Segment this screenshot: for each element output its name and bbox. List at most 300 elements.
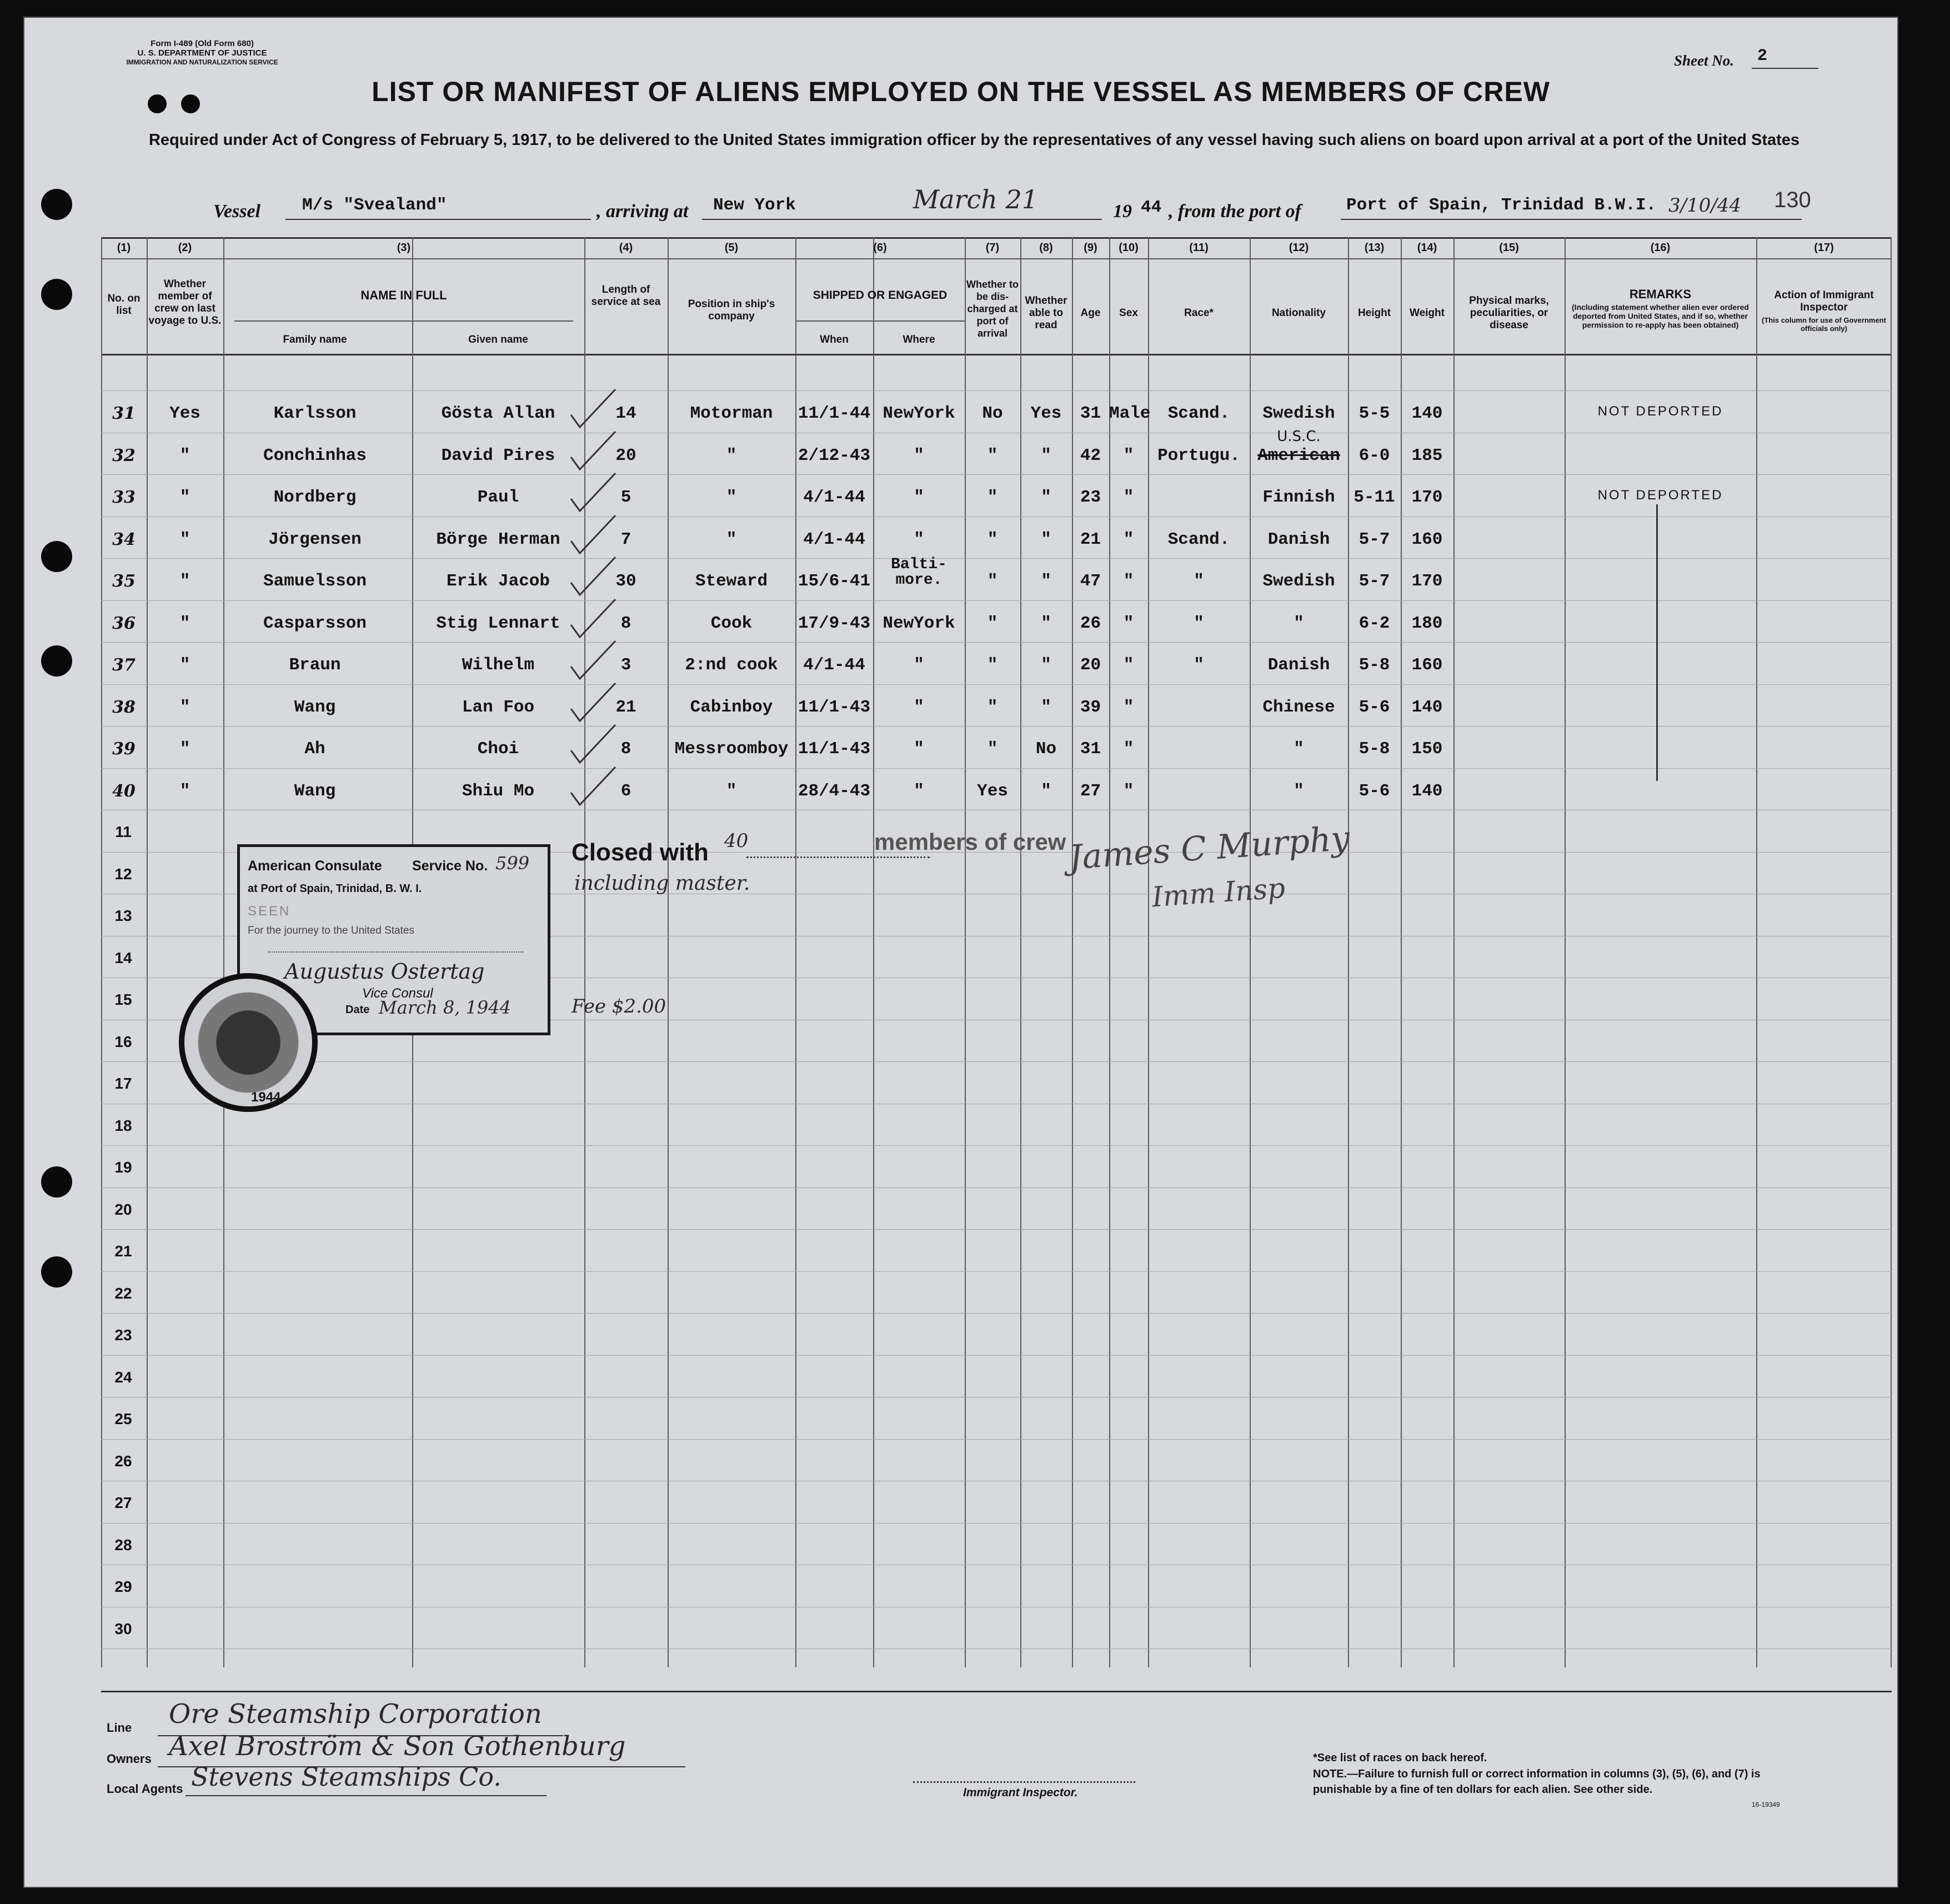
cell-service: 3 [620,655,631,675]
cell-when: 4/1-44 [803,488,865,507]
cell-where: Balti- more. [891,556,947,589]
cell-weight: 170 [1411,572,1443,591]
stamp-seen: SEEN [248,904,291,919]
year-prefix: 19 [1113,201,1132,222]
cell-position: Steward [695,572,768,591]
cell-age: 42 [1080,445,1101,465]
departure-port: Port of Spain, Trinidad B.W.I. [1346,196,1657,215]
cell-position: " [726,488,737,507]
hdr-sex: Sex [1119,307,1138,319]
row-rule [101,1313,1892,1314]
cell-given: Börge Herman [436,529,560,549]
row-rule [101,600,1892,601]
cell-position: Cabinboy [690,697,773,717]
cell-race: Scand. [1167,529,1230,549]
cell-when: 11/1-43 [798,739,871,759]
empty-row-number: 22 [114,1284,132,1302]
cell-height: 6-0 [1359,445,1390,465]
col-number: (15) [1499,242,1519,254]
including-master: including master. [574,872,750,895]
vice-consul-signature: Augustus Ostertag [284,959,485,984]
stamp-service-label: Service No. [412,858,488,874]
cell-where: " [914,697,924,717]
cell-age: 26 [1080,613,1101,633]
hdr-name-in-full: NAME IN FULL [360,288,447,302]
cell-where: NewYork [883,404,955,423]
cell-disch: " [987,488,998,507]
cell-no: 40 [112,781,136,801]
punch-hole [41,645,72,677]
inspector-title: Imm Insp [1151,871,1286,914]
cell-given: Shiu Mo [462,781,535,801]
service-name: IMMIGRATION AND NATURALIZATION SERVICE [126,58,278,66]
empty-row-number: 11 [115,823,132,840]
cell-age: 47 [1080,572,1101,591]
punch-hole [41,1256,72,1287]
cell-when: 4/1-44 [803,655,865,675]
cell-when: 15/6-41 [798,572,871,591]
cell-no: 32 [112,445,136,465]
empty-row-number: 27 [114,1494,132,1511]
cell-weight: 150 [1411,739,1443,759]
cell-disch: " [987,445,998,465]
cell-no: 37 [112,655,136,675]
hdr-where: Where [903,334,935,345]
line-label: Line [107,1721,132,1735]
vessel-name: M/s "Svealand" [302,196,447,215]
punch-hole [41,279,72,310]
cell-family: Wang [294,697,336,717]
check-mark-icon [568,723,618,767]
cell-nat: Danish [1267,529,1330,549]
cell-position: Cook [710,613,753,633]
cell-weight: 180 [1411,613,1443,633]
hdr-race: Race* [1184,307,1214,319]
cell-sex: " [1123,655,1134,675]
cell-read: " [1041,445,1051,465]
row-rule [101,684,1892,685]
row-rule [101,390,1892,391]
empty-row-number: 29 [114,1578,132,1595]
nationality-correction: U.S.C. [1277,428,1321,445]
cell-read: No [1035,739,1057,759]
hdr-remarks: REMARKS [1629,287,1692,301]
col-number: (4) [619,242,633,254]
stamp-date-label: Date [345,1004,370,1016]
hdr-when: When [820,334,849,345]
closed-count: 40 [724,830,749,852]
cell-no: 34 [112,529,136,549]
cell-prev: " [179,445,191,465]
col-number: (5) [724,242,739,254]
cell-weight: 185 [1411,445,1443,465]
empty-row-number: 17 [114,1075,132,1092]
hdr-remarks-note: (Including statement whether alien ever ordered deported from United States, and if so, whether permission to re-apply has been obtained) [1572,303,1749,329]
seal-year: 1944 [251,1090,281,1105]
cell-service: 14 [615,404,636,423]
cell-read: " [1041,655,1051,675]
cell-sex: " [1123,739,1134,759]
cell-given: Wilhelm [462,655,535,675]
cell-prev: " [179,697,191,717]
cell-given: Paul [477,488,519,507]
row-rule [101,558,1892,559]
empty-row-number: 23 [114,1326,132,1344]
cell-weight: 140 [1411,404,1443,423]
cell-prev: " [179,781,191,801]
cell-when: 4/1-44 [803,529,865,549]
empty-row-number: 21 [114,1242,132,1260]
cell-position: 2:nd cook [685,655,778,675]
cell-service: 8 [620,739,631,759]
cell-nat: Chinese [1262,697,1335,717]
cell-no: 33 [112,488,136,507]
cell-position: Motorman [690,404,773,423]
empty-row-number: 30 [114,1620,132,1637]
cell-height: 5-8 [1359,739,1390,759]
cell-service: 5 [620,488,631,507]
stamp-date: March 8, 1944 [379,997,511,1018]
hdr-action-note: (This column for use of Government officials only) [1762,316,1886,333]
local-agents: Stevens Steamships Co. [191,1762,502,1792]
row-rule [101,1061,1892,1062]
cell-read: " [1041,572,1051,591]
check-mark-icon [568,681,618,725]
col-number: (12) [1289,242,1309,254]
empty-row-number: 19 [114,1159,132,1176]
departure-date: 3/10/44 [1668,194,1742,217]
hdr-height: Height [1357,307,1391,319]
cell-age: 39 [1080,697,1101,717]
hdr-given-name: Given name [468,334,528,345]
cell-disch: " [987,739,998,759]
hdr-no-on-list: No. on list [107,293,141,317]
cell-when: 11/1-44 [798,404,871,423]
check-mark-icon [568,639,618,683]
cell-no: 31 [112,404,136,423]
cell-when: 11/1-43 [798,697,871,717]
empty-row-number: 14 [114,949,132,966]
cell-height: 5-7 [1359,529,1390,549]
cell-prev: " [179,529,191,549]
cell-disch: " [987,613,998,633]
col-number: (11) [1189,242,1209,254]
row-rule [101,1145,1892,1146]
hdr-nationality: Nationality [1271,307,1326,319]
row-rule [101,1523,1892,1524]
row-rule [101,642,1892,643]
cell-given: Stig Lennart [436,613,560,633]
empty-row-number: 13 [114,907,132,924]
cell-service: 7 [620,529,631,549]
cell-no: 38 [112,697,136,717]
cell-read: " [1041,781,1051,801]
cell-disch: " [987,697,998,717]
cell-prev: " [179,488,191,507]
cell-weight: 140 [1411,781,1443,801]
cell-no: 39 [112,739,136,759]
hdr-last-voyage: Whether member of crew on last voyage to U.S. [148,278,222,327]
arrival-port: New York [713,196,796,215]
cell-where: " [914,781,924,801]
punch-hole [41,541,72,572]
col-number: (13) [1364,242,1385,254]
corner-number: 130 [1774,188,1811,212]
cell-read: " [1041,488,1051,507]
col-number: (17) [1814,242,1834,254]
empty-row-number: 15 [114,991,132,1008]
sheet-number: 2 [1757,47,1768,66]
stamp-role: Vice Consul [362,986,433,1001]
cell-family: Wang [294,781,336,801]
cell-service: 6 [620,781,631,801]
cell-sex: " [1123,529,1134,549]
cell-age: 27 [1080,781,1101,801]
cell-sex: " [1123,572,1134,591]
hdr-able-to-read: Whether able to read [1025,295,1067,331]
cell-disch: " [987,655,998,675]
fee-note: Fee $2.00 [572,995,666,1018]
cell-race: Portugu. [1157,445,1240,465]
row-rule [101,1271,1892,1272]
cell-height: 5-6 [1359,697,1390,717]
cell-age: 31 [1080,739,1101,759]
steamship-line: Ore Steamship Corporation [169,1698,542,1730]
check-mark-icon [568,471,618,515]
cell-race: " [1194,613,1204,633]
cell-family: Karlsson [273,404,357,423]
empty-row-number: 16 [114,1033,132,1050]
cell-sex: " [1123,445,1134,465]
cell-position: " [726,781,737,801]
hdr-shipped: SHIPPED OR ENGAGED [813,289,948,302]
cell-service: 20 [615,445,636,465]
col-number: (14) [1417,242,1437,254]
manifest-page [23,17,1898,1888]
cell-nat: " [1294,613,1304,633]
owners: Axel Broström & Son Gothenburg [169,1731,626,1762]
cell-read: Yes [1030,404,1062,423]
cell-race: " [1194,655,1204,675]
cell-where: " [914,739,924,759]
cell-nat: Danish [1267,655,1330,675]
page-subtitle: Required under Act of Congress of February 5, 1917, to be delivered to the United States immigration officer by the representatives of any vessel having such aliens on board upon arrival at a port of the United States [148,131,1800,149]
cell-disch: " [987,529,998,549]
hdr-family-name: Family name [283,334,347,345]
cell-age: 31 [1080,404,1101,423]
stamp-journey: For the journey to the United States [248,925,414,936]
cell-remarks: NOT DEPORTED [1597,404,1723,419]
cell-age: 21 [1080,529,1101,549]
cell-nat: Finnish [1262,488,1335,507]
arrival-year: 44 [1141,198,1162,217]
row-rule [101,1229,1892,1230]
cell-height: 5-8 [1359,655,1390,675]
cell-nat: Swedish [1262,404,1335,423]
cell-race: " [1194,572,1204,591]
local-agents-label: Local Agents [107,1782,183,1796]
cell-nat: Swedish [1262,572,1335,591]
empty-row-number: 20 [114,1200,132,1218]
cell-age: 20 [1080,655,1101,675]
col-number: (2) [178,242,192,254]
stamp-title: American Consulate [248,858,382,874]
check-mark-icon [568,555,618,599]
empty-row-number: 24 [114,1368,132,1386]
row-rule [101,1355,1892,1356]
cell-disch: Yes [977,781,1008,801]
cell-service: 30 [615,572,636,591]
race-note: *See list of races on back hereof. [1313,1752,1487,1764]
immigrant-inspector-label: Immigrant Inspector. [963,1786,1078,1799]
cell-given: Erik Jacob [446,572,550,591]
col-number: (1) [117,242,131,254]
cell-family: Braun [289,655,341,675]
cell-given: Choi [477,739,519,759]
cell-weight: 170 [1411,488,1443,507]
cell-prev: " [179,572,191,591]
vessel-label: Vessel [213,201,260,222]
cell-where: " [914,529,924,549]
empty-row-number: 25 [114,1410,132,1427]
cell-sex: " [1123,613,1134,633]
col-number: (9) [1084,242,1097,254]
cell-where: NewYork [883,613,955,633]
cell-weight: 140 [1411,697,1443,717]
cell-sex: " [1123,781,1134,801]
cell-when: 28/4-43 [798,781,871,801]
consulate-seal [179,973,318,1112]
stamp-location: at Port of Spain, Trinidad, B. W. I. [248,883,422,895]
col-number: (16) [1650,242,1671,254]
arrival-date: March 21 [913,184,1039,214]
check-mark-icon [568,429,618,474]
cell-family: Samuelsson [263,572,367,591]
cell-no: 36 [112,613,136,633]
hdr-physical: Physical marks, peculiarities, or disease [1469,295,1549,331]
cell-weight: 160 [1411,529,1443,549]
owners-label: Owners [107,1752,152,1766]
cell-height: 6-2 [1359,613,1390,633]
cell-remarks: NOT DEPORTED [1597,488,1723,503]
cell-family: Conchinhas [263,445,367,465]
cell-sex: Male [1109,404,1151,423]
cell-height: 5-6 [1359,781,1390,801]
punch-hole [41,1166,72,1197]
cell-given: Lan Foo [462,697,535,717]
cell-race: Scand. [1167,404,1230,423]
row-rule [101,474,1892,475]
cell-sex: " [1123,697,1134,717]
check-mark-icon [568,765,618,809]
check-mark-icon [568,597,618,642]
cell-prev: " [179,613,191,633]
col-number: (8) [1039,242,1053,254]
hdr-length-service: Length of service at sea [591,284,661,308]
department: U. S. DEPARTMENT OF JUSTICE [137,48,267,58]
cell-when: 2/12-43 [798,445,871,465]
col-number: (10) [1119,242,1139,254]
empty-row-number: 26 [114,1452,132,1470]
cell-position: " [726,529,737,549]
row-rule [101,768,1892,769]
form-id [97,39,308,67]
punch-hole [41,189,72,220]
stamp-service-no: 599 [495,853,530,874]
members-of-crew: members of crew [874,829,1066,855]
cell-no: 35 [112,572,136,591]
empty-row-number: 28 [114,1536,132,1554]
cell-prev: Yes [169,404,200,423]
cell-position: Messroomboy [674,739,789,759]
col-number: (3) [397,242,411,254]
print-code: 16-19349 [1752,1801,1780,1808]
cell-given: David Pires [441,445,555,465]
arriving-label: , arriving at [596,201,689,222]
cell-family: Nordberg [273,488,357,507]
form-number: Form I-489 (Old Form 680) [151,39,254,48]
cell-family: Ah [304,739,325,759]
cell-where: " [914,445,924,465]
cell-height: 5-7 [1359,572,1390,591]
from-port-label: , from the port of [1169,201,1301,222]
cell-disch: No [982,404,1003,423]
sheet-number-label: Sheet No. [1674,52,1734,69]
cell-disch: " [987,572,998,591]
closed-with-label: Closed with [572,839,709,866]
page-title: LIST OR MANIFEST OF ALIENS EMPLOYED ON THE VESSEL AS MEMBERS OF CREW [372,76,1550,107]
cell-nat: " [1294,739,1304,759]
cell-read: " [1041,613,1051,633]
cell-given: Gösta Allan [441,404,555,423]
cell-where: " [914,488,924,507]
hdr-discharged: Whether to be dis-charged at port of arrival [966,279,1019,339]
cell-family: Jörgensen [268,529,362,549]
remarks-bracket-line [1656,504,1658,781]
cell-height: 5-11 [1354,488,1395,507]
cell-prev: " [179,739,191,759]
cell-position: " [726,445,737,465]
cell-when: 17/9-43 [798,613,871,633]
cell-age: 23 [1080,488,1101,507]
cell-nat: " [1294,781,1304,801]
cell-service: 8 [620,613,631,633]
empty-row-number: 12 [114,865,132,883]
hdr-age: Age [1080,307,1101,319]
cell-height: 5-5 [1359,404,1390,423]
check-mark-icon [568,513,618,558]
cell-where: " [914,655,924,675]
cell-family: Casparsson [263,613,367,633]
cell-prev: " [179,655,191,675]
empty-row-number: 18 [114,1116,132,1134]
cell-weight: 160 [1411,655,1443,675]
cell-read: " [1041,529,1051,549]
check-mark-icon [568,387,618,432]
hdr-action: Action of Immigrant Inspector [1774,289,1874,313]
col-number: (6) [873,242,887,254]
cell-service: 21 [615,697,636,717]
cell-sex: " [1123,488,1134,507]
col-number: (7) [985,242,1000,254]
inspector-signature: James C Murphy [1067,819,1351,878]
cell-read: " [1041,697,1051,717]
hdr-weight: Weight [1410,307,1445,319]
penalty-note: NOTE.—Failure to furnish full or correct information in columns (3), (5), (6), and (7) is punishable by a fine of ten dollars for each alien. See other side. [1313,1768,1761,1796]
cell-nat: American [1257,445,1340,465]
row-rule [101,1439,1892,1440]
hdr-position: Position in ship's company [688,298,775,322]
